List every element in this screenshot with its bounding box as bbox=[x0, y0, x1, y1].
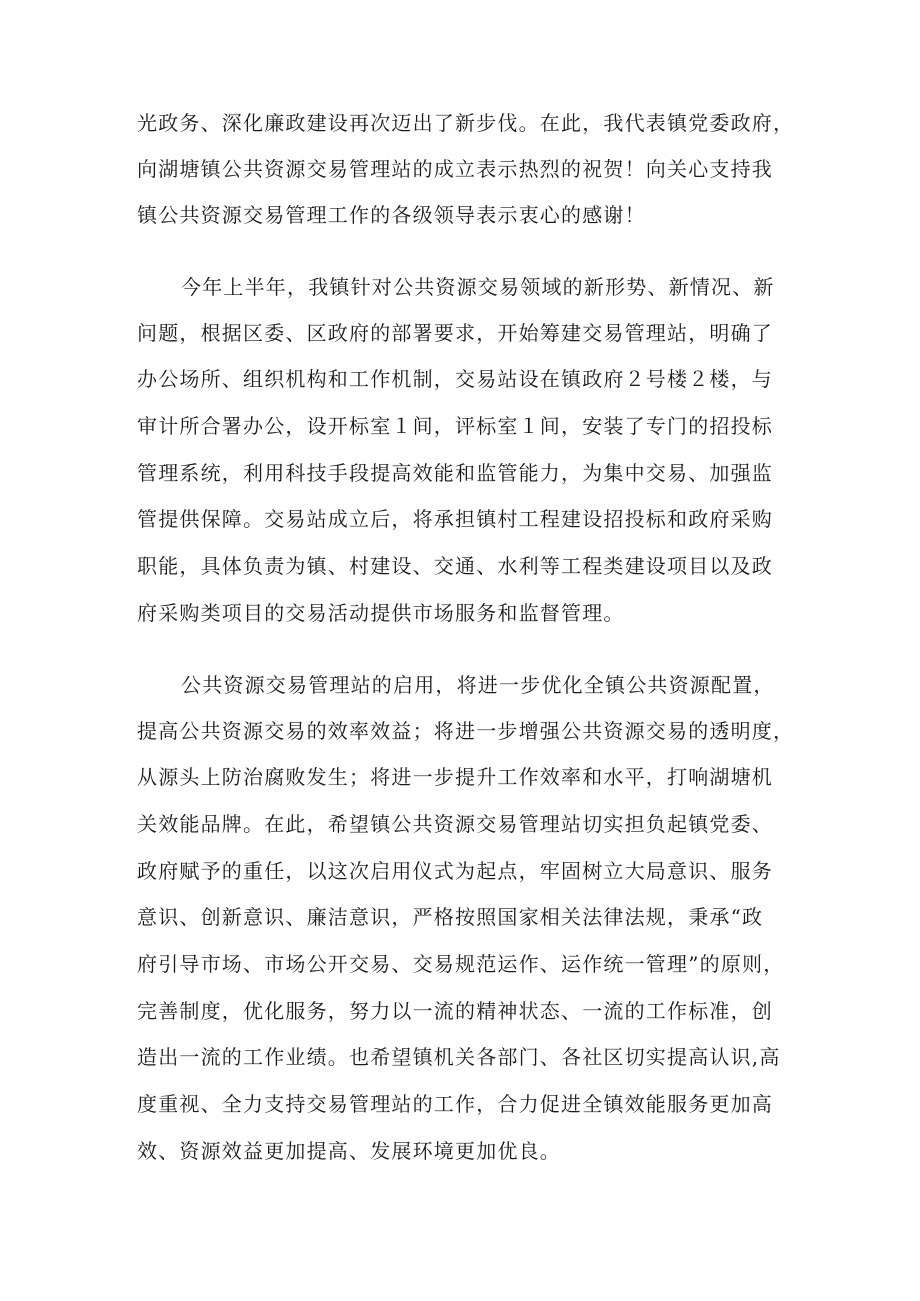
paragraph-3-line-4: 关效能品牌。在此，希望镇公共资源交易管理站切实担负起镇党委、 bbox=[137, 812, 773, 836]
paragraph-3-line-11: 效、资源效益更加提高、发展环境更加优良。 bbox=[137, 1139, 561, 1163]
paragraph-3-line-7: 府引导市场、市场公开交易、交易规范运作、运作统一管理”的原则， bbox=[137, 952, 785, 976]
paragraph-3-line-3: 从源头上防治腐败发生；将进一步提升工作效率和水平，打响湖塘机 bbox=[137, 765, 773, 789]
paragraph-1-line-2: 向湖塘镇公共资源交易管理站的成立表示热烈的祝贺！向关心支持我 bbox=[137, 157, 773, 181]
paragraph-2-line-4: 审计所合署办公，设开标室１间，评标室１间，安装了专门的招投标 bbox=[137, 414, 773, 438]
paragraph-3-line-1: 公共资源交易管理站的启用，将进一步优化全镇公共资源配置， bbox=[181, 673, 775, 697]
paragraph-3-line-8: 完善制度，优化服务，努力以一流的精神状态、一流的工作标准，创 bbox=[137, 999, 773, 1023]
paragraph-1-line-3: 镇公共资源交易管理工作的各级领导表示衷心的感谢！ bbox=[137, 203, 646, 227]
paragraph-3-line-9: 造出一流的工作业绩。也希望镇机关各部门、各社区切实提高认识,高 bbox=[137, 1045, 781, 1069]
paragraph-3-line-2: 提高公共资源交易的效率效益；将进一步增强公共资源交易的透明度， bbox=[137, 719, 795, 743]
paragraph-2-line-1: 今年上半年，我镇针对公共资源交易领域的新形势、新情况、新 bbox=[181, 275, 775, 299]
paragraph-2-line-7: 职能，具体负责为镇、村建设、交通、水利等工程类建设项目以及政 bbox=[137, 554, 773, 578]
paragraph-2-line-3: 办公场所、组织机构和工作机制，交易站设在镇政府２号楼２楼，与 bbox=[137, 367, 773, 391]
paragraph-3-line-6: 意识、创新意识、廉洁意识，严格按照国家相关法律法规，秉承“政 bbox=[137, 905, 764, 929]
paragraph-3-line-5: 政府赋予的重任，以这次启用仪式为起点，牢固树立大局意识、服务 bbox=[137, 859, 773, 883]
paragraph-2-line-6: 管提供保障。交易站成立后，将承担镇村工程建设招投标和政府采购 bbox=[137, 507, 773, 531]
paragraph-1-line-1: 光政务、深化廉政建设再次迈出了新步伐。在此，我代表镇党委政府， bbox=[137, 111, 795, 135]
paragraph-2-line-8: 府采购类项目的交易活动提供市场服务和监督管理。 bbox=[137, 601, 625, 625]
paragraph-2-line-2: 问题，根据区委、区政府的部署要求，开始筹建交易管理站，明确了 bbox=[137, 321, 773, 345]
paragraph-3-line-10: 度重视、全力支持交易管理站的工作，合力促进全镇效能服务更加高 bbox=[137, 1092, 773, 1116]
paragraph-2-line-5: 管理系统，利用科技手段提高效能和监管能力，为集中交易、加强监 bbox=[137, 461, 773, 485]
